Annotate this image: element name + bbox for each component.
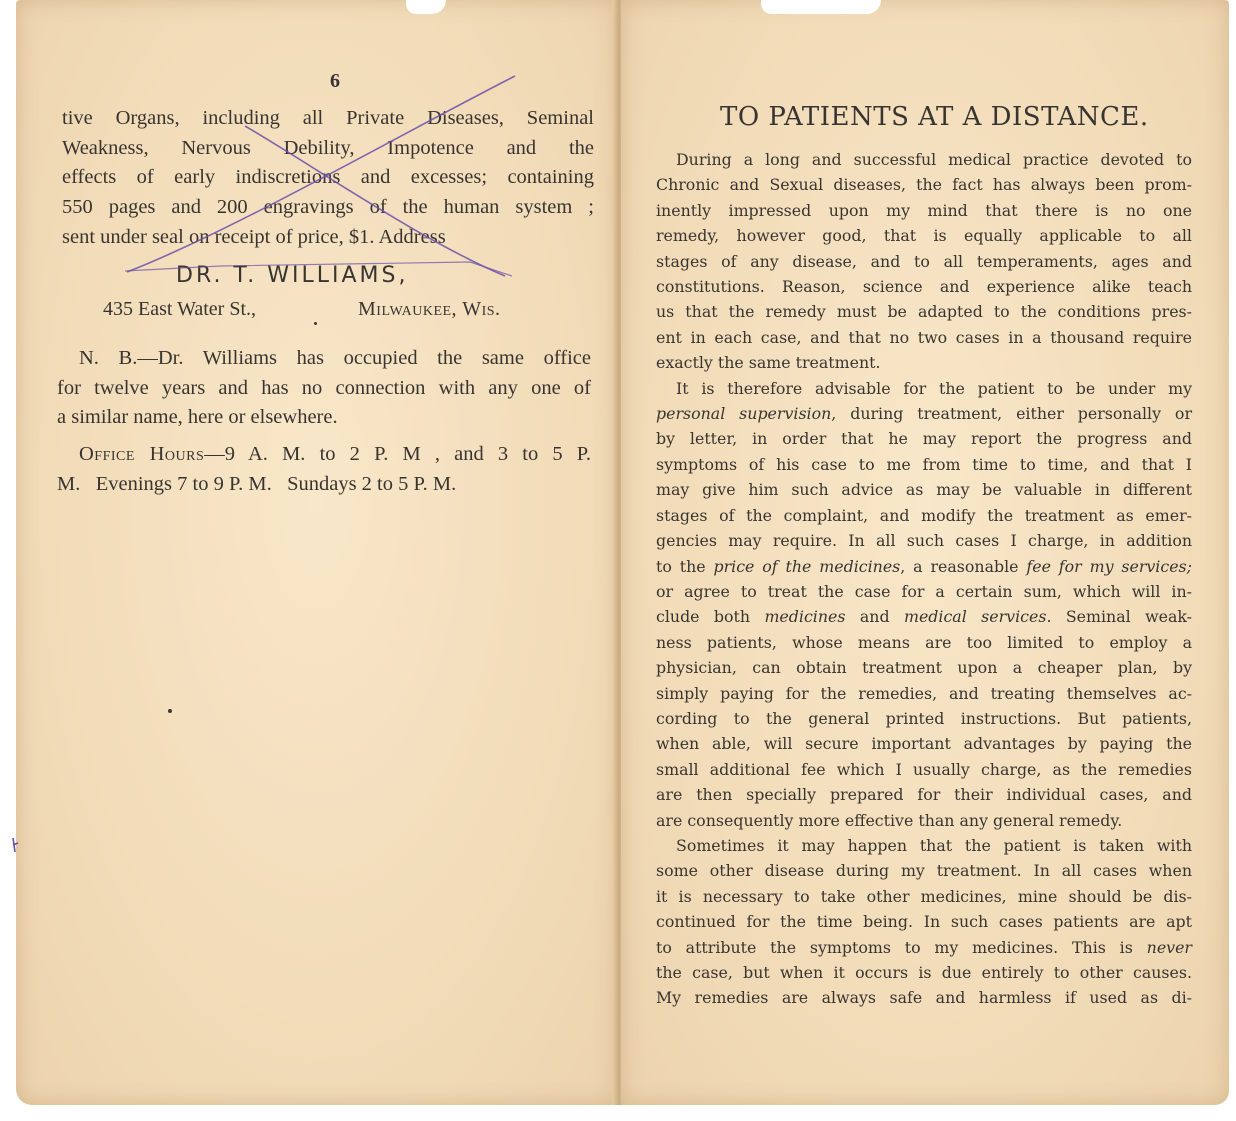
body-line: some other disease during my treatment. In all cases when xyxy=(656,861,1192,881)
text-line: N. B.—Dr. Williams has occupied the same office xyxy=(79,347,591,369)
body-line: the case, but when it occurs is due entirely to other causes. xyxy=(656,963,1192,982)
office-hours xyxy=(57,440,591,499)
body-line: inently impressed upon my mind that there is no one xyxy=(656,200,1192,220)
page-number: 6 xyxy=(330,70,340,92)
body-line: clude both medicines and medical services. Seminal weak- xyxy=(656,607,1193,627)
italic-phrase: never xyxy=(1146,937,1192,957)
text-line: Weakness, Nervous Debility, Impotence and the xyxy=(62,136,594,159)
body-line: cording to the general printed instructions. But patients, xyxy=(656,708,1192,728)
body-line: constitutions. Reason, science and experience alike teach xyxy=(656,277,1192,297)
text-line: sent under seal on receipt of price, $1. Address xyxy=(62,225,446,248)
italic-phrase: medical services. xyxy=(903,607,1052,627)
body-line: may give him such advice as may be valuable in different xyxy=(656,480,1192,500)
section-body xyxy=(656,147,1192,1011)
body-line: simply paying for the remedies, and treating themselves ac- xyxy=(656,683,1192,703)
body-line: My remedies are always safe and harmless if used as di- xyxy=(656,988,1192,1008)
body-line: During a long and successful medical practice devoted to xyxy=(676,150,1192,169)
body-line: exactly the same treatment. xyxy=(656,353,881,373)
torn-edge xyxy=(761,0,881,14)
hours-line-2: M. Evenings 7 to 9 P. M. Sundays 2 to 5 P. M. xyxy=(57,472,457,495)
italic-phrase: medicines xyxy=(764,607,846,627)
body-line: Sometimes it may happen that the patient is taken with xyxy=(676,835,1192,855)
italic-phrase: fee for my services; xyxy=(1026,556,1192,576)
body-line: It is therefore advisable for the patient to be under my xyxy=(676,378,1192,398)
body-line: are then specially prepared for their individual cases, and xyxy=(656,785,1192,805)
body-line: to the price of the medicines, a reasonable fee for my services; xyxy=(656,556,1192,576)
city-address: Milwaukee, Wis. xyxy=(358,298,501,320)
body-line: ness patients, whose means are too limited to employ a xyxy=(656,632,1192,652)
body-line: Chronic and Sexual diseases, the fact has always been prom- xyxy=(656,175,1192,195)
body-line: symptoms of his case to me from time to time, and that I xyxy=(656,454,1192,474)
italic-phrase: personal supervision xyxy=(656,404,832,424)
body-line: ent in each case, and that no two cases in a thousand require xyxy=(656,327,1192,347)
italic-phrase: price of the medicines xyxy=(713,556,901,576)
body-line: continued for the time being. In such cases patients are apt xyxy=(656,912,1192,932)
body-line: physician, can obtain treatment upon a cheaper plan, by xyxy=(656,658,1192,678)
body-line: stages of the complaint, and modify the treatment as emer- xyxy=(656,505,1192,525)
body-line: us that the remedy must be adapted to the conditions pres- xyxy=(656,302,1192,322)
section-title: TO PATIENTS AT A DISTANCE. xyxy=(720,102,1149,132)
body-line: stages of any disease, and to all temperaments, ages and xyxy=(656,251,1192,271)
text-line: a similar name, here or elsewhere. xyxy=(57,406,338,429)
body-line: by letter, in order that he may report the progress and xyxy=(656,429,1192,449)
nota-bene-paragraph xyxy=(57,344,591,433)
body-line: gencies may require. In all such cases I charge, in addition xyxy=(656,531,1192,551)
hours-label: Office Hours xyxy=(79,443,205,465)
text-line: tive Organs, including all Private Diseases, Seminal xyxy=(62,107,594,129)
body-line: remedy, however good, that is equally applicable to all xyxy=(656,226,1192,246)
body-line: or agree to treat the case for a certain sum, which will in- xyxy=(656,581,1192,601)
hours-line-1 xyxy=(57,440,591,470)
text-line: effects of early indiscretions and excesses; containing xyxy=(62,166,594,189)
book-description-paragraph xyxy=(62,104,594,253)
body-line: when able, will secure important advantages by paying the xyxy=(656,734,1192,754)
doctor-name: DR. T. WILLIAMS, xyxy=(176,263,409,288)
text-line: for twelve years and has no connection with any one of xyxy=(57,376,591,399)
body-line: small additional fee which I usually charge, as the remedies xyxy=(656,759,1192,779)
ink-speck xyxy=(314,322,317,325)
text-line: 550 pages and 200 engravings of the human system ; xyxy=(62,196,594,219)
body-line: to attribute the symptoms to my medicines. This is never xyxy=(656,937,1192,957)
hours-times: —9 A. M. to 2 P. M , and 3 to 5 P. xyxy=(204,443,591,465)
street-address: 435 East Water St., xyxy=(103,298,256,320)
ink-speck xyxy=(168,709,172,713)
body-line: are consequently more effective than any general remedy. xyxy=(656,810,1123,830)
body-line: personal supervision, during treatment, either personally or xyxy=(656,404,1192,424)
torn-edge xyxy=(406,0,446,14)
body-line: it is necessary to take other medicines, mine should be dis- xyxy=(656,886,1192,906)
